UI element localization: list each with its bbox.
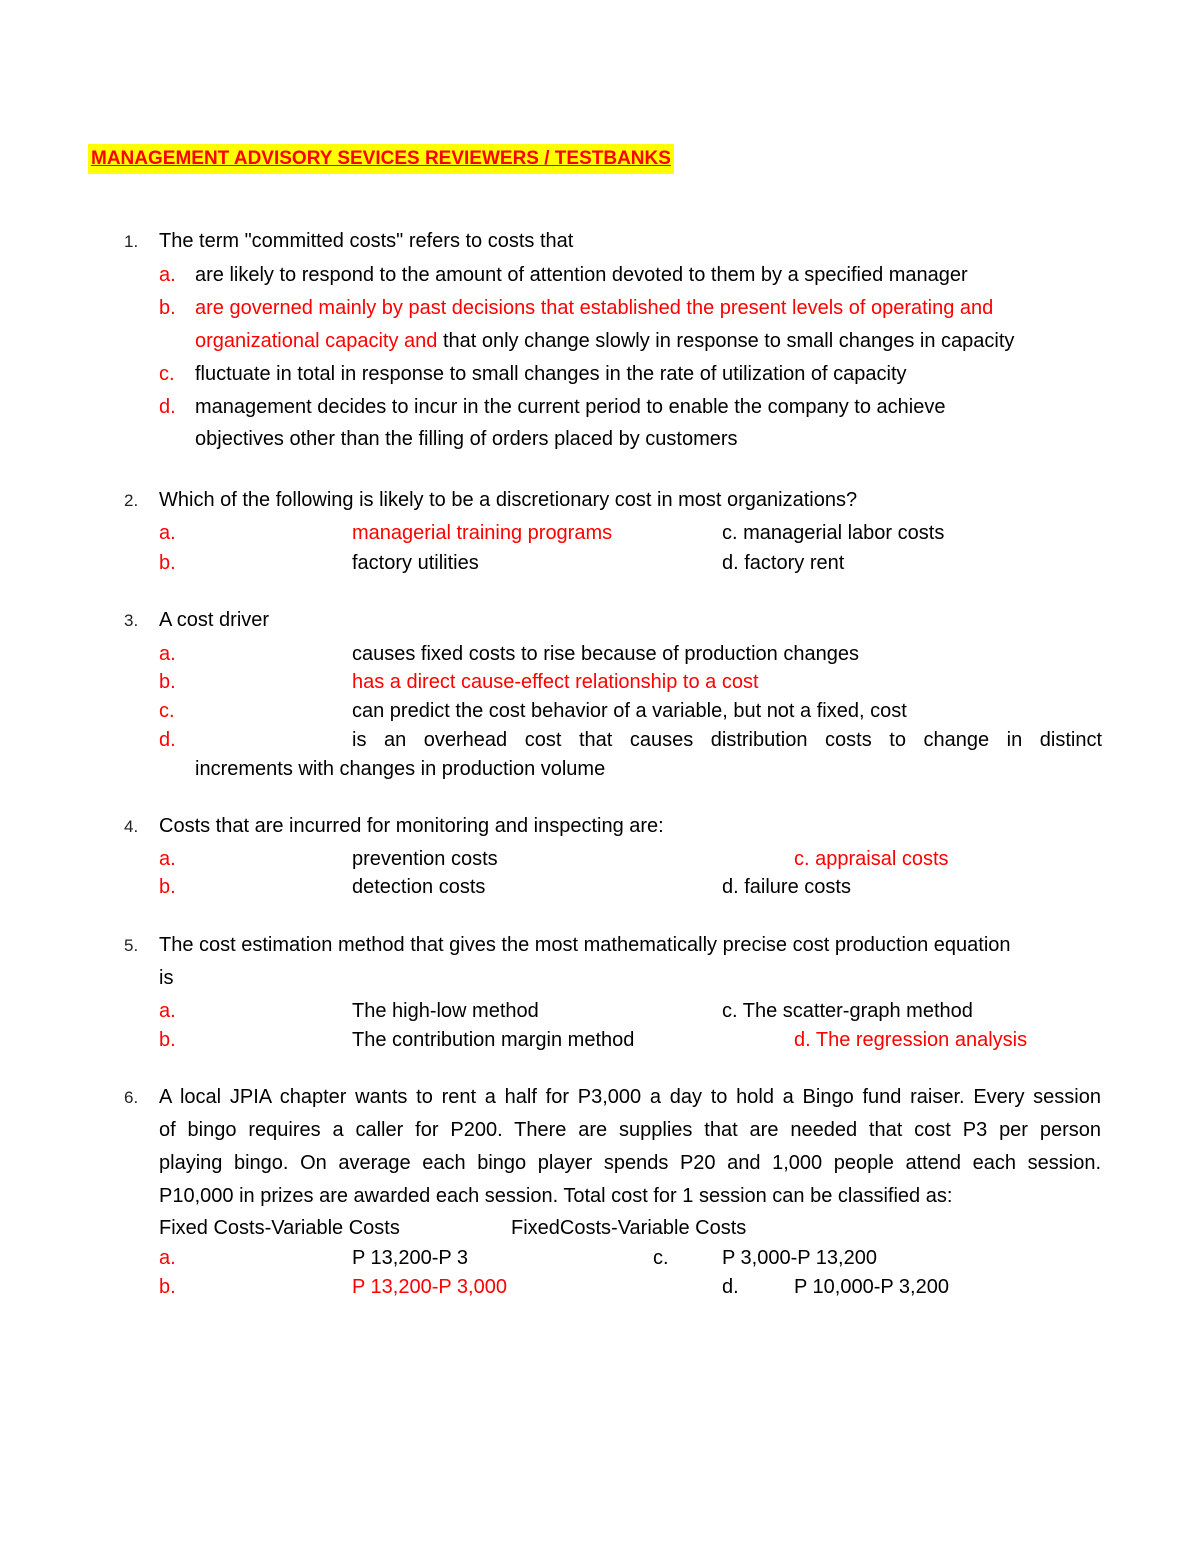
- option-letter: b.: [159, 1276, 176, 1298]
- option-text: P 13,200-P 3: [352, 1247, 469, 1269]
- option-letter: a.: [159, 522, 176, 544]
- question-number: 4.: [124, 817, 139, 836]
- option-text: P 10,000-P 3,200: [794, 1276, 949, 1298]
- page-title: MANAGEMENT ADVISORY SEVICES REVIEWERS / TESTBANKS: [88, 144, 674, 174]
- question-stem-continued: P10,000 in prizes are awarded each session. Total cost for 1 session can be classified as:: [159, 1185, 953, 1207]
- question-stem-continued: is: [159, 967, 174, 989]
- option-text: fluctuate in total in response to small changes in the rate of utilization of capacity: [195, 363, 907, 385]
- correct-answer-text: has a direct cause-effect relationship to a cost: [352, 671, 759, 693]
- option-text: The contribution margin method: [352, 1029, 635, 1051]
- option-text: c. managerial labor costs: [722, 522, 945, 544]
- correct-answer-text: P 13,200-P 3,000: [352, 1276, 507, 1298]
- option-letter: a.: [159, 264, 176, 286]
- question-number: 3.: [124, 611, 139, 630]
- option-text: P 3,000-P 13,200: [722, 1247, 877, 1269]
- option-letter: b.: [159, 297, 176, 319]
- question-number: 6.: [124, 1088, 139, 1107]
- column-header: Fixed Costs-Variable Costs: [159, 1217, 400, 1239]
- question-stem-continued: of bingo requires a caller for P200. There are supplies that are needed that cost P3 per person: [159, 1119, 1101, 1141]
- question-stem-continued: playing bingo. On average each bingo player spends P20 and 1,000 people attend each session.: [159, 1152, 1101, 1174]
- option-letter: a.: [159, 643, 176, 665]
- option-text: causes fixed costs to rise because of production changes: [352, 643, 859, 665]
- option-letter: a.: [159, 848, 176, 870]
- option-text: factory utilities: [352, 552, 479, 574]
- option-text-continued: [195, 329, 1014, 353]
- question-number: 1.: [124, 232, 139, 251]
- option-letter: c.: [159, 700, 175, 722]
- option-letter: a.: [159, 1000, 176, 1022]
- question-stem: The cost estimation method that gives the most mathematically precise cost production equation: [159, 934, 1011, 956]
- option-text: prevention costs: [352, 848, 498, 870]
- option-text: d. failure costs: [722, 876, 851, 898]
- option-text-continued: increments with changes in production volume: [195, 758, 606, 780]
- option-text-continued: objectives other than the filling of orders placed by customers: [195, 428, 738, 450]
- option-letter: d.: [159, 729, 176, 751]
- question-stem: Which of the following is likely to be a discretionary cost in most organizations?: [159, 489, 858, 511]
- option-text: management decides to incur in the current period to enable the company to achieve: [195, 396, 946, 418]
- option-letter: b.: [159, 552, 176, 574]
- option-letter: a.: [159, 1247, 176, 1269]
- option-text: are likely to respond to the amount of attention devoted to them by a specified manager: [195, 264, 968, 286]
- column-header: FixedCosts-Variable Costs: [511, 1217, 747, 1239]
- question-stem: Costs that are incurred for monitoring and inspecting are:: [159, 815, 664, 837]
- correct-answer-text: managerial training programs: [352, 522, 613, 544]
- option-letter: d.: [722, 1276, 739, 1298]
- option-letter: b.: [159, 671, 176, 693]
- question-number: 5.: [124, 936, 139, 955]
- option-text: d. factory rent: [722, 552, 845, 574]
- option-text: detection costs: [352, 876, 486, 898]
- option-text: The high-low method: [352, 1000, 539, 1022]
- option-letter: c.: [653, 1247, 669, 1269]
- option-text: is an overhead cost that causes distribution costs to change in distinct: [352, 729, 1102, 751]
- option-letter: b.: [159, 876, 176, 898]
- option-text: can predict the cost behavior of a variable, but not a fixed, cost: [352, 700, 907, 722]
- option-text: that only change slowly in response to small changes in capacity: [437, 330, 1015, 352]
- option-letter: b.: [159, 1029, 176, 1051]
- option-text: c. The scatter-graph method: [722, 1000, 973, 1022]
- correct-answer-text: d. The regression analysis: [794, 1029, 1028, 1051]
- question-stem: The term "committed costs" refers to costs that: [159, 230, 574, 252]
- question-stem: A local JPIA chapter wants to rent a half for P3,000 a day to hold a Bingo fund raiser. Every session: [159, 1086, 1101, 1108]
- question-number: 2.: [124, 491, 139, 510]
- correct-answer-text: c. appraisal costs: [794, 848, 949, 870]
- correct-answer-text: organizational capacity and: [195, 330, 438, 352]
- question-stem: A cost driver: [159, 609, 270, 631]
- correct-answer-text: are governed mainly by past decisions that established the present levels of operating and: [195, 297, 994, 319]
- option-letter: d.: [159, 396, 176, 418]
- option-letter: c.: [159, 363, 175, 385]
